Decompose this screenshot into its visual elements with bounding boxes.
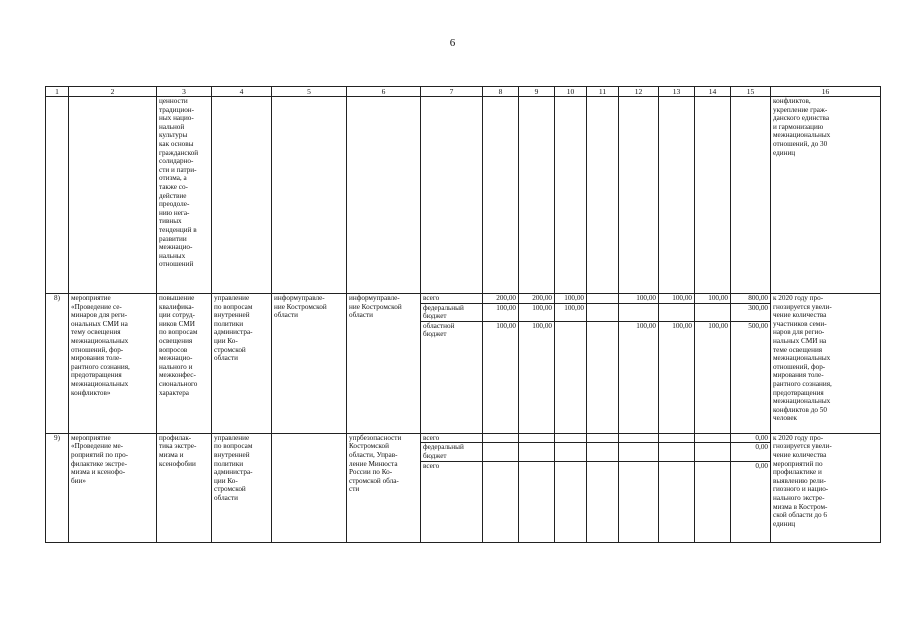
- total-cell: 0,00: [731, 443, 771, 461]
- col-header: 9: [519, 87, 555, 97]
- value-cell: 100,00: [619, 321, 659, 433]
- source-label: всего: [421, 433, 483, 443]
- col-header: 10: [555, 87, 587, 97]
- col-header: 11: [587, 87, 619, 97]
- col-header: 15: [731, 87, 771, 97]
- value-cell: [619, 303, 659, 321]
- result-cell: к 2020 году про- гнозируется увели- чение количества мероприятий по профилактике и выявлению рели- гиозного и нацио- нального экстре- мизма в Костром- ской области до 6 единиц: [771, 433, 881, 542]
- goal-cell: ценности традицион- ных нацио- нальной культуры как основы гражданской солидарно- сти и патри- отизма, а также со- действие преодоле- нию нега- тивных тенденций в развитии межнацио- нальных отношений: [157, 97, 212, 294]
- table-row: [46, 433, 881, 443]
- value-cell: [587, 303, 619, 321]
- col-header: 13: [659, 87, 695, 97]
- source-label: всего: [421, 294, 483, 304]
- value-cell: 100,00: [483, 321, 519, 433]
- executor-cell: информуправле- ние Костромской области: [272, 294, 347, 434]
- table-row: [46, 294, 881, 304]
- activity-cell: мероприятие «Проведение ме- роприятий по про- филактике экстре- мизма и ксенофо- бии»: [69, 433, 157, 542]
- col-header: 14: [695, 87, 731, 97]
- value-cell: 200,00: [483, 294, 519, 304]
- result-cell: к 2020 году про- гнозируется увели- чение количества участников семи- наров для регио- нальных СМИ на теме освещения межнациональных отношений, фор- мирования толе- рантного сознания, предотвращения межнациональных конфликтов до 50 человек: [771, 294, 881, 434]
- value-cell: 100,00: [695, 321, 731, 433]
- table-row: [46, 97, 881, 294]
- col-header: 1: [46, 87, 69, 97]
- value-cell: 100,00: [619, 294, 659, 304]
- participant-cell: упрбезопасности Костромской области, Управ- ление Минюста России по Ко- стромской обла- сти: [347, 433, 421, 542]
- value-cell: [555, 321, 587, 433]
- value-cell: 100,00: [519, 321, 555, 433]
- responsible-cell: управление по вопросам внутренней политики администра- ции Ко- стромской области: [212, 294, 272, 434]
- value-cell: 200,00: [519, 294, 555, 304]
- value-cell: [587, 321, 619, 433]
- total-cell: 800,00: [731, 294, 771, 304]
- col-header: 5: [272, 87, 347, 97]
- goal-cell: профилак- тика экстре- мизма и ксенофобии: [157, 433, 212, 542]
- value-cell: [659, 303, 695, 321]
- source-label: областной бюджет: [421, 321, 483, 433]
- col-header: 2: [69, 87, 157, 97]
- value-cell: 100,00: [695, 294, 731, 304]
- program-table: [45, 86, 881, 543]
- col-header: 12: [619, 87, 659, 97]
- activity-cell: мероприятие «Проведение се- минаров для реги- ональных СМИ на тему освещения межнациональных отношений, фор- мирования толе- рантного сознания, предотвращения межнациональных конфликтов»: [69, 294, 157, 434]
- source-label: федеральный бюджет: [421, 443, 483, 461]
- value-cell: 100,00: [483, 303, 519, 321]
- col-header: 8: [483, 87, 519, 97]
- col-header: 7: [421, 87, 483, 97]
- total-cell: 300,00: [731, 303, 771, 321]
- executor-cell: [272, 433, 347, 542]
- header-row: [46, 87, 881, 97]
- col-header: 6: [347, 87, 421, 97]
- value-cell: [695, 303, 731, 321]
- goal-cell: повышение квалифика- ции сотруд- ников СМИ по вопросам освещения вопросов межнацио- нального и межконфес- сионального характера: [157, 294, 212, 434]
- value-cell: 100,00: [659, 294, 695, 304]
- total-cell: 0,00: [731, 461, 771, 542]
- value-cell: 100,00: [659, 321, 695, 433]
- page-number: 6: [449, 37, 456, 49]
- responsible-cell: управление по вопросам внутренней политики администра- ции Ко- стромской области: [212, 433, 272, 542]
- value-cell: 100,00: [555, 294, 587, 304]
- participant-cell: информуправле- ние Костромской области: [347, 294, 421, 434]
- result-cell: конфликтов, укрепление граж- данского единства и гармонизацию межнациональных отношений, до 30 единиц: [771, 97, 881, 294]
- value-cell: [587, 294, 619, 304]
- row-number: 8): [46, 294, 69, 434]
- col-header: 16: [771, 87, 881, 97]
- source-label: федеральный бюджет: [421, 303, 483, 321]
- value-cell: 100,00: [519, 303, 555, 321]
- source-label: всего: [421, 461, 483, 542]
- total-cell: 500,00: [731, 321, 771, 433]
- value-cell: 100,00: [555, 303, 587, 321]
- total-cell: 0,00: [731, 433, 771, 443]
- row-number: 9): [46, 433, 69, 542]
- col-header: 3: [157, 87, 212, 97]
- col-header: 4: [212, 87, 272, 97]
